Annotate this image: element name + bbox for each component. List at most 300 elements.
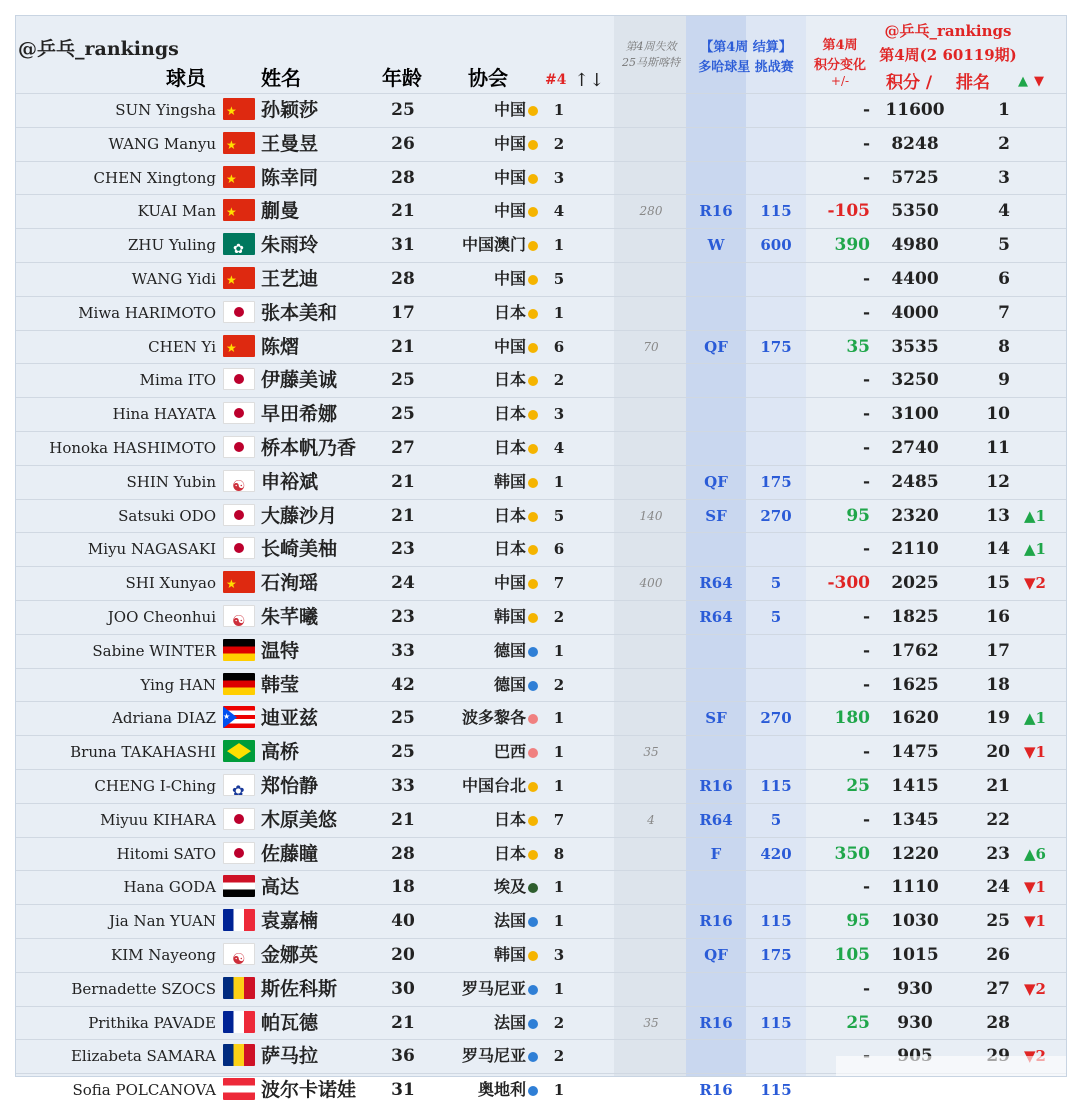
player-name-en: WANG Manyu bbox=[108, 134, 216, 153]
association: 波多黎各 bbox=[461, 708, 526, 728]
player-name-cn: 佐藤瞳 bbox=[261, 842, 319, 865]
total-points: 1220 bbox=[891, 843, 939, 864]
event-points bbox=[746, 973, 806, 1006]
table-row bbox=[16, 296, 1066, 330]
player-name-en: Miwa HARIMOTO bbox=[78, 303, 216, 322]
points-change: 25 bbox=[846, 1012, 870, 1033]
table-row bbox=[16, 938, 1066, 972]
event-points: 115 bbox=[760, 912, 792, 931]
player-name-cn: 孙颖莎 bbox=[261, 99, 319, 121]
player-name-cn: 伊藤美诚 bbox=[261, 369, 338, 392]
table-row bbox=[16, 194, 1066, 228]
player-age: 33 bbox=[391, 775, 415, 796]
table-row bbox=[16, 870, 1066, 904]
world-rank: 15 bbox=[986, 573, 1010, 594]
region-dot-icon bbox=[528, 207, 538, 217]
event-round: R16 bbox=[699, 1013, 733, 1032]
table-row bbox=[16, 262, 1066, 296]
world-rank: 12 bbox=[986, 471, 1010, 492]
association-rank: 5 bbox=[553, 506, 565, 525]
association-rank: 2 bbox=[553, 134, 565, 153]
world-rank: 10 bbox=[986, 404, 1010, 425]
total-points: 930 bbox=[897, 1012, 933, 1033]
total-points: 1475 bbox=[891, 742, 939, 763]
player-name-cn: 王艺迪 bbox=[261, 267, 319, 290]
total-points: 1620 bbox=[891, 708, 939, 729]
cn-flag-icon bbox=[223, 98, 255, 120]
total-points: 4000 bbox=[891, 302, 939, 323]
association: 中国 bbox=[493, 133, 526, 153]
expired-points: 280 bbox=[639, 204, 663, 219]
region-dot-icon bbox=[528, 647, 538, 657]
kr-flag-icon bbox=[223, 470, 255, 492]
player-name-cn: 陈幸同 bbox=[261, 166, 319, 189]
cn-flag-icon bbox=[223, 335, 255, 357]
total-points: 1110 bbox=[891, 877, 939, 898]
event-round bbox=[686, 263, 746, 296]
event-round: R16 bbox=[699, 1081, 733, 1100]
world-rank: 28 bbox=[986, 1012, 1010, 1033]
table-row bbox=[16, 769, 1066, 803]
event-points bbox=[746, 128, 806, 161]
association-rank: 2 bbox=[553, 371, 565, 390]
player-name-cn: 陈熠 bbox=[261, 335, 300, 358]
fr-flag-icon bbox=[223, 909, 255, 931]
association: 罗马尼亚 bbox=[461, 1046, 526, 1066]
event-points bbox=[746, 736, 806, 769]
association-rank: 5 bbox=[553, 269, 565, 288]
event-round bbox=[686, 297, 746, 330]
event-points bbox=[746, 533, 806, 566]
total-points: 2485 bbox=[891, 471, 939, 492]
association-rank: 1 bbox=[553, 979, 565, 998]
player-name-en: SHI Xunyao bbox=[125, 574, 216, 593]
total-points: 1825 bbox=[891, 606, 939, 627]
cn-flag-icon bbox=[223, 166, 255, 188]
region-dot-icon bbox=[528, 613, 538, 623]
expired-points bbox=[614, 601, 688, 634]
expired-points bbox=[614, 297, 688, 330]
event-points: 115 bbox=[760, 1081, 792, 1100]
association-rank: 4 bbox=[553, 438, 565, 457]
world-rank: 13 bbox=[986, 505, 1010, 526]
association: 韩国 bbox=[493, 471, 526, 491]
region-dot-icon bbox=[528, 1052, 538, 1062]
player-name-en: Adriana DIAZ bbox=[112, 709, 216, 728]
fr-flag-icon bbox=[223, 1011, 255, 1033]
points-change: - bbox=[862, 302, 870, 323]
table-row bbox=[16, 701, 1066, 735]
total-points: 4400 bbox=[891, 268, 939, 289]
event-round bbox=[686, 736, 746, 769]
player-name-en: CHEN Xingtong bbox=[93, 168, 216, 187]
player-name-cn: 朱雨玲 bbox=[261, 234, 319, 257]
player-name-cn: 金娜英 bbox=[261, 943, 319, 966]
table-row bbox=[16, 1073, 1066, 1107]
player-name-cn: 韩莹 bbox=[261, 673, 300, 696]
association: 日本 bbox=[493, 302, 526, 322]
points-change: - bbox=[862, 809, 870, 830]
total-points: 5350 bbox=[891, 201, 939, 222]
player-age: 25 bbox=[391, 742, 415, 763]
points-change: -300 bbox=[827, 573, 870, 594]
mo-flag-icon bbox=[223, 233, 255, 255]
points-change: - bbox=[862, 370, 870, 391]
event-round bbox=[686, 364, 746, 397]
table-row bbox=[16, 532, 1066, 566]
event-points bbox=[746, 94, 806, 127]
jp-flag-icon bbox=[223, 436, 255, 458]
expired-points bbox=[614, 871, 688, 904]
player-name-en: Prithika PAVADE bbox=[88, 1013, 216, 1032]
sort-icon[interactable]: ↑↓ bbox=[574, 70, 605, 91]
move-up-icon: ▲ bbox=[1018, 74, 1028, 89]
player-name-en: Hitomi SATO bbox=[116, 844, 216, 863]
region-dot-icon bbox=[528, 782, 538, 792]
association: 日本 bbox=[493, 370, 526, 390]
expired-points: 140 bbox=[639, 508, 663, 523]
points-change: - bbox=[862, 268, 870, 289]
expired-points bbox=[614, 94, 688, 127]
event-points bbox=[746, 364, 806, 397]
event-round: R16 bbox=[699, 202, 733, 221]
player-age: 30 bbox=[391, 978, 415, 999]
expired-points bbox=[614, 263, 688, 296]
association-rank: 1 bbox=[553, 303, 565, 322]
player-name-en: CHEN Yi bbox=[148, 337, 216, 356]
world-rank: 20 bbox=[986, 742, 1010, 763]
table-row bbox=[16, 431, 1066, 465]
player-name-cn: 木原美悠 bbox=[261, 808, 338, 831]
world-rank: 17 bbox=[986, 640, 1010, 661]
points-change: - bbox=[862, 133, 870, 154]
points-change: - bbox=[862, 100, 870, 120]
player-name-cn: 迪亚兹 bbox=[261, 707, 319, 730]
expired-points bbox=[614, 669, 688, 702]
association: 中国 bbox=[493, 100, 526, 119]
total-points: 11600 bbox=[885, 100, 945, 120]
table-row bbox=[16, 127, 1066, 161]
association-rank: 2 bbox=[553, 607, 565, 626]
points-change: - bbox=[862, 674, 870, 695]
player-age: 21 bbox=[391, 336, 415, 357]
player-name-cn: 张本美和 bbox=[261, 301, 338, 324]
player-name-en: Miyu NAGASAKI bbox=[87, 540, 216, 559]
association: 中国 bbox=[493, 167, 526, 187]
header-lost-line1: 第4周失效 bbox=[625, 40, 677, 53]
header-change-line2: 积分变化 bbox=[813, 58, 866, 73]
event-round: SF bbox=[705, 709, 727, 728]
world-rank: 6 bbox=[998, 268, 1010, 289]
points-change: 180 bbox=[834, 708, 870, 729]
total-points: 1030 bbox=[891, 911, 939, 932]
association: 巴西 bbox=[493, 742, 526, 762]
region-dot-icon bbox=[528, 985, 538, 995]
world-rank: 27 bbox=[986, 978, 1010, 999]
event-points bbox=[746, 162, 806, 195]
pr-flag-icon bbox=[223, 706, 255, 728]
points-change: - bbox=[862, 167, 870, 188]
region-dot-icon bbox=[528, 545, 538, 555]
association-rank: 3 bbox=[553, 405, 565, 424]
cn-flag-icon bbox=[223, 267, 255, 289]
table-row bbox=[16, 972, 1066, 1006]
association: 中国台北 bbox=[461, 775, 526, 795]
player-name-en: SUN Yingsha bbox=[115, 101, 216, 119]
jp-flag-icon bbox=[223, 808, 255, 830]
header-age: 年龄 bbox=[382, 66, 422, 90]
table-row bbox=[16, 93, 1066, 127]
association-rank: 3 bbox=[553, 168, 565, 187]
player-age: 28 bbox=[391, 843, 415, 864]
world-rank: 18 bbox=[986, 674, 1010, 695]
points-change: - bbox=[862, 437, 870, 458]
total-points: 930 bbox=[897, 978, 933, 999]
rank-movement: ▲1 bbox=[1024, 709, 1046, 728]
player-name-en: Bruna TAKAHASHI bbox=[70, 743, 216, 762]
event-points: 175 bbox=[760, 472, 792, 491]
table-body bbox=[16, 93, 1066, 1107]
points-change: - bbox=[862, 640, 870, 661]
world-rank: 14 bbox=[986, 539, 1010, 560]
at-flag-icon bbox=[223, 1078, 255, 1100]
total-points: 1345 bbox=[891, 809, 939, 830]
player-name-cn: 袁嘉楠 bbox=[261, 910, 319, 933]
event-points: 5 bbox=[770, 810, 782, 829]
jp-flag-icon bbox=[223, 301, 255, 323]
player-age: 31 bbox=[391, 235, 415, 256]
header-points: 积分 / bbox=[886, 73, 933, 93]
world-rank: 25 bbox=[986, 911, 1010, 932]
expired-points bbox=[614, 702, 688, 735]
association: 法国 bbox=[493, 1012, 526, 1032]
rank-movement: ▲1 bbox=[1024, 540, 1046, 559]
player-name-en: SHIN Yubin bbox=[126, 472, 216, 491]
expired-points bbox=[614, 432, 688, 465]
event-points bbox=[746, 871, 806, 904]
event-points bbox=[746, 432, 806, 465]
region-dot-icon bbox=[528, 376, 538, 386]
kr-flag-icon bbox=[223, 605, 255, 627]
player-name-cn: 高桥 bbox=[261, 741, 300, 764]
total-points: 8248 bbox=[891, 133, 939, 154]
total-points: 1015 bbox=[891, 944, 939, 965]
player-name-en: WANG Yidi bbox=[131, 269, 216, 288]
total-points: 1415 bbox=[891, 775, 939, 796]
event-points bbox=[746, 1040, 806, 1073]
points-change: 390 bbox=[834, 235, 870, 256]
event-points: 600 bbox=[760, 236, 792, 255]
region-dot-icon bbox=[528, 241, 538, 251]
world-rank: 7 bbox=[998, 302, 1010, 323]
rank-movement: ▲1 bbox=[1024, 506, 1046, 525]
event-points bbox=[746, 297, 806, 330]
player-name-cn: 高达 bbox=[261, 876, 300, 899]
total-points: 1625 bbox=[891, 674, 939, 695]
event-points bbox=[746, 669, 806, 702]
table-header bbox=[16, 16, 1066, 93]
table-row bbox=[16, 837, 1066, 871]
event-round bbox=[686, 1040, 746, 1073]
player-name-en: Bernadette SZOCS bbox=[71, 979, 216, 998]
ranking-handle: @乒乓_rankings bbox=[884, 22, 1012, 40]
event-points bbox=[746, 635, 806, 668]
cn-flag-icon bbox=[223, 132, 255, 154]
player-name-cn: 朱芊曦 bbox=[261, 605, 319, 628]
association-rank: 1 bbox=[553, 912, 565, 931]
association: 中国 bbox=[493, 201, 526, 221]
expired-points: 400 bbox=[639, 576, 663, 591]
expired-points bbox=[614, 162, 688, 195]
points-change: -105 bbox=[827, 201, 870, 222]
world-rank: 2 bbox=[998, 133, 1010, 154]
association-rank: 1 bbox=[553, 472, 565, 491]
ro-flag-icon bbox=[223, 977, 255, 999]
table-row bbox=[16, 499, 1066, 533]
association-rank: 1 bbox=[553, 236, 565, 255]
event-round: QF bbox=[704, 337, 728, 356]
player-name-en: Miyuu KIHARA bbox=[100, 810, 216, 829]
association-rank: 1 bbox=[553, 776, 565, 795]
region-dot-icon bbox=[528, 275, 538, 285]
association: 日本 bbox=[493, 505, 526, 525]
region-dot-icon bbox=[528, 1086, 538, 1096]
points-change: - bbox=[862, 742, 870, 763]
header-event-line2: 多哈球星 挑战赛 bbox=[698, 60, 794, 75]
world-rank: 3 bbox=[998, 167, 1010, 188]
region-dot-icon bbox=[528, 174, 538, 184]
association: 埃及 bbox=[493, 877, 526, 897]
event-round bbox=[686, 128, 746, 161]
player-name-cn: 温特 bbox=[261, 639, 300, 662]
event-points: 175 bbox=[760, 945, 792, 964]
event-round: R64 bbox=[699, 574, 733, 593]
expired-points: 70 bbox=[643, 339, 659, 354]
event-round bbox=[686, 533, 746, 566]
tpe-flag-icon bbox=[223, 774, 255, 796]
player-age: 25 bbox=[391, 708, 415, 729]
association-rank: 7 bbox=[553, 810, 565, 829]
jp-flag-icon bbox=[223, 402, 255, 424]
player-name-cn: 石洵瑶 bbox=[261, 572, 319, 595]
total-points: 2320 bbox=[891, 505, 939, 526]
watermark bbox=[836, 1056, 1066, 1076]
points-change: 105 bbox=[834, 944, 870, 965]
header-association: 协会 bbox=[468, 66, 508, 90]
event-round bbox=[686, 635, 746, 668]
region-dot-icon bbox=[528, 410, 538, 420]
expired-points bbox=[614, 905, 688, 938]
jp-flag-icon bbox=[223, 504, 255, 526]
event-points: 115 bbox=[760, 776, 792, 795]
table-row bbox=[16, 803, 1066, 837]
table-row bbox=[16, 566, 1066, 600]
player-age: 33 bbox=[391, 640, 415, 661]
association: 中国澳门 bbox=[461, 235, 526, 255]
association-rank: 1 bbox=[553, 878, 565, 897]
event-points: 5 bbox=[770, 574, 782, 593]
world-rank: 26 bbox=[986, 944, 1010, 965]
event-round: W bbox=[707, 236, 725, 255]
points-change: - bbox=[862, 539, 870, 560]
player-name-en: ZHU Yuling bbox=[127, 236, 216, 255]
points-change: - bbox=[862, 404, 870, 425]
expired-points bbox=[614, 838, 688, 871]
event-round: F bbox=[710, 844, 722, 863]
association-rank: 6 bbox=[553, 540, 565, 559]
player-name-en: CHENG I-Ching bbox=[94, 776, 216, 795]
association-rank: 1 bbox=[553, 743, 565, 762]
association-rank: 1 bbox=[553, 641, 565, 660]
rank-movement: ▼1 bbox=[1024, 743, 1046, 762]
player-age: 23 bbox=[391, 606, 415, 627]
table-row bbox=[16, 904, 1066, 938]
points-change: - bbox=[862, 877, 870, 898]
region-dot-icon bbox=[528, 883, 538, 893]
player-name-cn: 早田希娜 bbox=[261, 403, 338, 426]
points-change: 25 bbox=[846, 775, 870, 796]
event-points bbox=[746, 398, 806, 431]
association: 日本 bbox=[493, 539, 526, 559]
world-rank: 9 bbox=[998, 370, 1010, 391]
player-age: 40 bbox=[391, 911, 415, 932]
association-rank: 2 bbox=[553, 1047, 565, 1066]
region-dot-icon bbox=[528, 1019, 538, 1029]
association-rank: 1 bbox=[553, 709, 565, 728]
rankings-table bbox=[15, 15, 1067, 1102]
player-name-en: Sofia POLCANOVA bbox=[72, 1081, 216, 1100]
player-age: 42 bbox=[391, 674, 415, 695]
table-row bbox=[16, 668, 1066, 702]
player-name-en: Ying HAN bbox=[140, 675, 216, 694]
event-points: 5 bbox=[770, 607, 782, 626]
table-row bbox=[16, 228, 1066, 262]
region-dot-icon bbox=[528, 140, 538, 150]
table-row bbox=[16, 634, 1066, 668]
player-name-cn: 波尔卡诺娃 bbox=[261, 1079, 357, 1102]
player-age: 20 bbox=[391, 944, 415, 965]
player-name-en: Honoka HASHIMOTO bbox=[49, 438, 216, 457]
expired-points bbox=[614, 533, 688, 566]
expired-points bbox=[614, 229, 688, 262]
association: 日本 bbox=[493, 809, 526, 829]
player-name-cn: 桥本帆乃香 bbox=[261, 436, 357, 459]
player-name-en: Hina HAYATA bbox=[112, 405, 216, 424]
player-age: 28 bbox=[391, 167, 415, 188]
table-row bbox=[16, 465, 1066, 499]
event-round bbox=[686, 432, 746, 465]
region-dot-icon bbox=[528, 850, 538, 860]
association: 韩国 bbox=[493, 606, 526, 626]
event-round: R16 bbox=[699, 776, 733, 795]
player-age: 21 bbox=[391, 809, 415, 830]
association: 日本 bbox=[493, 843, 526, 863]
total-points: 3535 bbox=[891, 336, 939, 357]
player-age: 21 bbox=[391, 201, 415, 222]
player-age: 36 bbox=[391, 1046, 415, 1067]
event-points: 115 bbox=[760, 1013, 792, 1032]
ro-flag-icon bbox=[223, 1044, 255, 1066]
jp-flag-icon bbox=[223, 537, 255, 559]
expired-points bbox=[614, 973, 688, 1006]
header-name: 姓名 bbox=[261, 66, 301, 90]
region-dot-icon bbox=[528, 917, 538, 927]
rank-movement: ▼1 bbox=[1024, 878, 1046, 897]
cn-flag-icon bbox=[223, 199, 255, 221]
association: 韩国 bbox=[493, 944, 526, 964]
player-age: 21 bbox=[391, 1012, 415, 1033]
header-player: 球员 bbox=[166, 66, 206, 90]
